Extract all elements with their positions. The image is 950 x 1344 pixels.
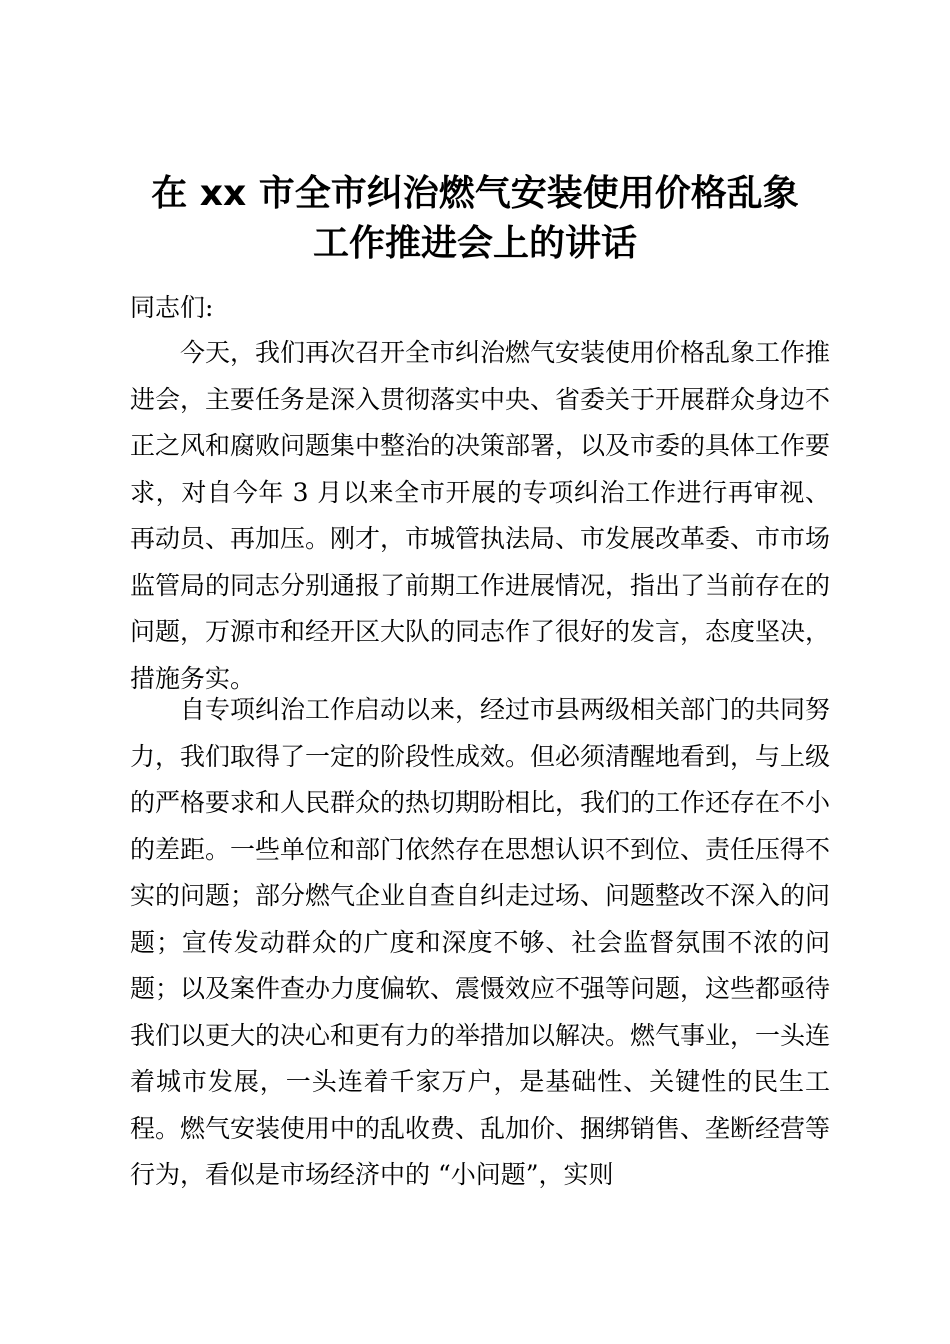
paragraph-2: 自专项纠治工作启动以来，经过市县两级相关部门的共同努力，我们取得了一定的阶段性成效。但必须清醒地看到，与上级的严格要求和人民群众的热切期盼相比，我们的工作还存在不小的差距。一些单位和部门依然存在思想认识不到位、责任压得不实的问题；部分燃气企业自查自纠走过场、问题整改不深入的问题；宣传发动群众的广度和深度不够、社会监督氛围不浓的问题；以及案件查办力度偏软、震慑效应不强等问题，这些都亟待我们以更大的决心和更有力的举措加以解决。燃气事业，一头连着城市发展，一头连着千家万户，是基础性、关键性的民生工程。燃气安装使用中的乱收费、乱加价、捆绑销售、垄断经营等行为，看似是市场经济中的 “小问题”，实则: [130, 695, 831, 1189]
salutation: 同志们:: [130, 293, 214, 322]
paragraph-1: 今天，我们再次召开全市纠治燃气安装使用价格乱象工作推进会，主要任务是深入贯彻落实中央、省委关于开展群众身边不正之风和腐败问题集中整治的决策部署，以及市委的具体工作要求，对自今年 3 月以来全市开展的专项纠治工作进行再审视、再动员、再加压。刚才，市城管执法局、市发展改革委、市市场监管局的同志分别通报了前期工作进展情况，指出了当前存在的问题，万源市和经开区大队的同志作了很好的发言，态度坚决，措施务实。: [130, 338, 831, 693]
document-title-line-1: 在 xx 市全市纠治燃气安装使用价格乱象: [151, 173, 799, 214]
document-title-line-2: 工作推进会上的讲话: [312, 223, 637, 264]
